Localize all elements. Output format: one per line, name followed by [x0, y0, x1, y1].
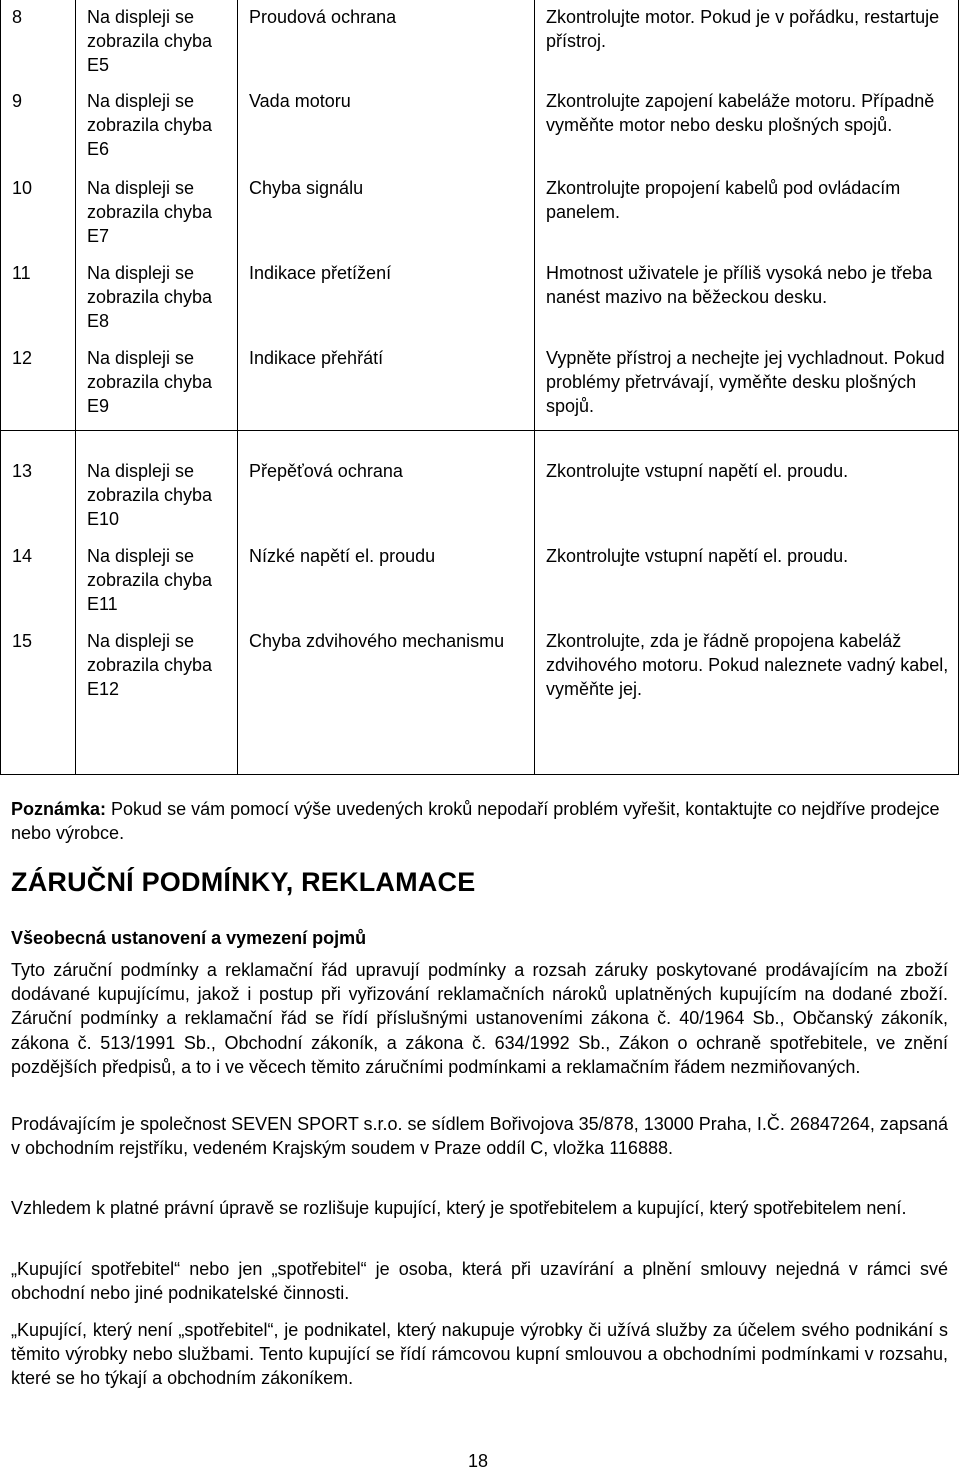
note-label: Poznámka: [11, 799, 107, 819]
problem-cell: Indikace přehřátí [249, 348, 384, 368]
solution-cell: Zkontrolujte vstupní napětí el. proudu. [546, 546, 849, 566]
body-paragraph: „Kupující, který není „spotřebitel“, je podnikatel, který nakupuje výrobky či užívá služby za účelem svého podnikání s těmito výrobky nebo službami. Tento kupující se řídí rámcovou kupní smlouvou a obchodními podmínkami v rozsahu, které se ho týkají a obchodním zákoníkem. [11, 1320, 948, 1389]
row-number: 8 [12, 7, 23, 27]
solution-cell: Vypněte přístroj a nechejte jej vychladnout. Pokud problémy přetrvávají, vyměňte desku plošných spojů. [546, 348, 945, 416]
display-message: Na displeji se zobrazila chyba E9 [87, 348, 213, 416]
body-paragraph: Vzhledem k platné právní úpravě se rozlišuje kupující, který je spotřebitelem a kupující, který spotřebitelem není. [11, 1198, 907, 1218]
body-paragraph: Prodávajícím je společnost SEVEN SPORT s.r.o. se sídlem Bořivojova 35/878, 13000 Praha, I.Č. 26847264, zapsaná v obchodním rejstříku, vedeném Krajským soudem v Praze oddíl C, vložka 116888. [11, 1114, 948, 1159]
display-message: Na displeji se zobrazila chyba E8 [87, 263, 213, 331]
display-message: Na displeji se zobrazila chyba E12 [87, 631, 213, 699]
problem-cell: Vada motoru [249, 91, 351, 111]
problem-cell: Chyba zdvihového mechanismu [249, 631, 505, 651]
display-message: Na displeji se zobrazila chyba E6 [87, 91, 213, 159]
problem-cell: Indikace přetížení [249, 263, 392, 283]
display-message: Na displeji se zobrazila chyba E5 [87, 7, 213, 75]
solution-cell: Zkontrolujte, zda je řádně propojena kabeláž zdvihového motoru. Pokud naleznete vadný kabel, vyměňte jej. [546, 631, 949, 699]
row-number: 15 [12, 631, 33, 651]
display-message: Na displeji se zobrazila chyba E10 [87, 461, 213, 529]
solution-cell: Zkontrolujte propojení kabelů pod ovládacím panelem. [546, 178, 901, 222]
row-number: 9 [12, 91, 23, 111]
body-paragraph: Tyto záruční podmínky a reklamační řád upravují podmínky a rozsah záruky poskytované prodávajícím na zboží dodávané kupujícímu, jakož i postup při vyřizování reklamačních nároků uplatněných kupujícím na dodané zboží. Záruční podmínky a reklamační řád se řídí příslušnými ustanoveními zákona č. 40/1964 Sb., Občanský zákoník, zákona č. 513/1991 Sb., Obchodní zákoník, a zákona č. 634/1992 Sb., Zákon o ochraně spotřebitele, ve znění pozdějších předpisů, a to i ve věcech těmito záručními podmínkami a reklamačním řádem nezmiňovaných. [11, 960, 948, 1077]
solution-cell: Zkontrolujte zapojení kabeláže motoru. Případně vyměňte motor nebo desku plošných spojů. [546, 91, 935, 135]
troubleshooting-table-bottom [0, 431, 959, 775]
note-paragraph [11, 797, 951, 845]
display-message: Na displeji se zobrazila chyba E11 [87, 546, 213, 614]
problem-cell: Chyba signálu [249, 178, 364, 198]
section-title: ZÁRUČNÍ PODMÍNKY, REKLAMACE [11, 867, 476, 897]
troubleshooting-table-top [0, 0, 959, 431]
page-number: 18 [468, 1451, 489, 1471]
solution-cell: Hmotnost uživatele je příliš vysoká nebo je třeba nanést mazivo na běžeckou desku. [546, 263, 933, 307]
row-number: 11 [12, 263, 31, 283]
column-divider [75, 0, 76, 430]
row-number: 13 [12, 461, 33, 481]
problem-cell: Proudová ochrana [249, 7, 397, 27]
problem-cell: Nízké napětí el. proudu [249, 546, 436, 566]
subsection-title: Všeobecná ustanovení a vymezení pojmů [11, 928, 367, 948]
row-number: 12 [12, 348, 33, 368]
note-text: Pokud se vám pomocí výše uvedených kroků nepodaří problém vyřešit, kontaktujte co nejdříve prodejce nebo výrobce. [11, 799, 940, 843]
column-divider [75, 431, 76, 774]
problem-cell: Přepěťová ochrana [249, 461, 403, 481]
column-divider [534, 431, 535, 774]
row-number: 10 [12, 178, 33, 198]
column-divider [237, 0, 238, 430]
solution-cell: Zkontrolujte motor. Pokud je v pořádku, restartuje přístroj. [546, 7, 940, 51]
column-divider [534, 0, 535, 430]
display-message: Na displeji se zobrazila chyba E7 [87, 178, 213, 246]
column-divider [237, 431, 238, 774]
solution-cell: Zkontrolujte vstupní napětí el. proudu. [546, 461, 849, 481]
row-number: 14 [12, 546, 33, 566]
body-paragraph: „Kupující spotřebitel“ nebo jen „spotřebitel“ je osoba, která při uzavírání a plnění smlouvy nejedná v rámci své obchodní nebo jiné podnikatelské činnosti. [11, 1259, 948, 1304]
